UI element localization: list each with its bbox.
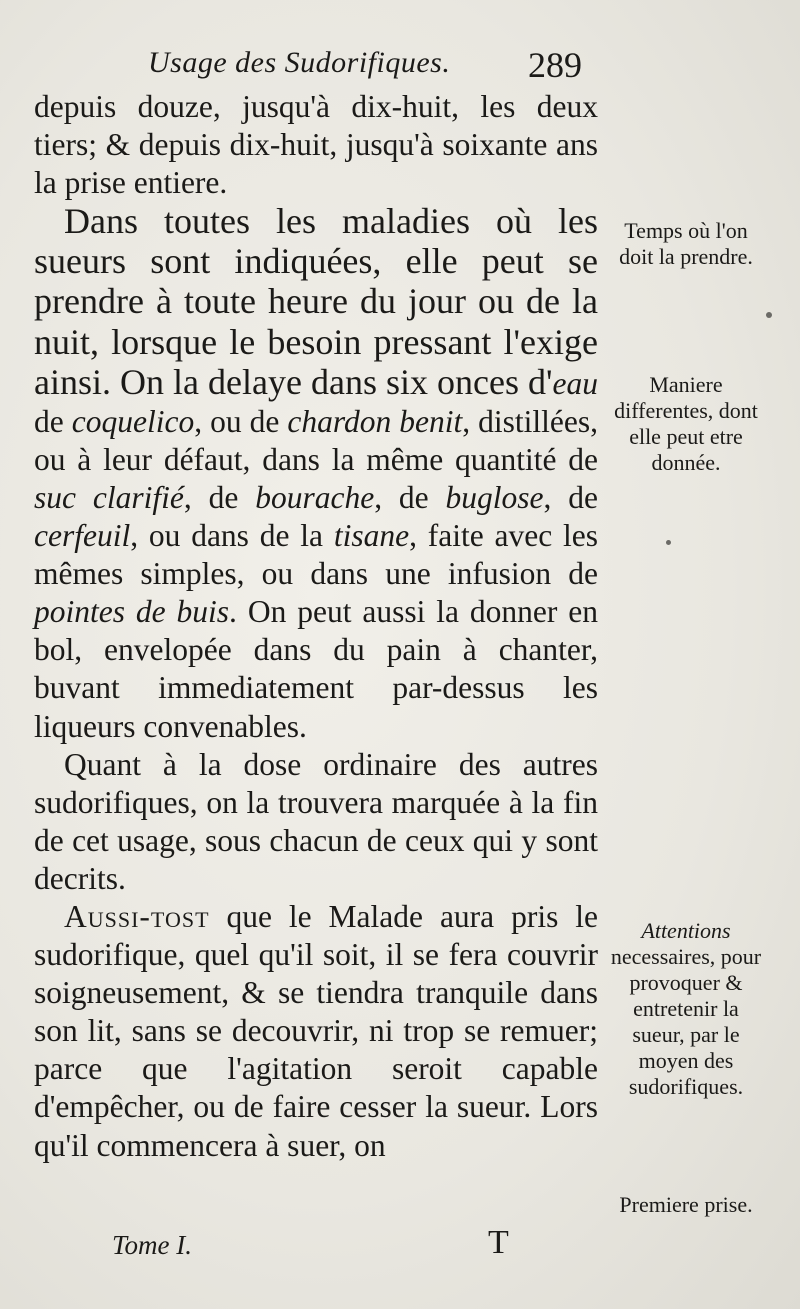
term-coquelico: coquelico <box>71 403 195 439</box>
paragraph-text: , de <box>183 479 256 515</box>
paragraph-text: , de <box>374 479 446 515</box>
paragraph-text: , distillées, ou à leur défaut, dans la même quantité de <box>34 403 599 477</box>
main-text <box>34 88 598 1165</box>
paragraph-text: Dans toutes les maladies où les sueurs sont indiquées, elle peut se prendre à toute heure du jour ou de la nuit, lorsque le besoin pressant l'exige ainsi. On la delaye dans six onces d' <box>34 201 598 402</box>
term-chardon-benit: chardon benit <box>287 403 463 439</box>
paragraph-dose: Quant à la dose ordinaire des autres sudorifiques, on la trouvera marquée à la fin de cet usage, sous chacun de ceux qui y sont decrits. <box>34 746 598 896</box>
paragraph-text: , ou dans de la <box>130 518 334 554</box>
paragraph-precautions <box>34 898 598 1165</box>
page-header <box>0 44 600 92</box>
signature-mark: T <box>488 1224 509 1261</box>
margin-note-first-dose: Premiere prise. <box>619 1192 753 1217</box>
paragraph-text: , faite avec les mêmes simples, ou dans une infusion de <box>34 518 598 592</box>
ink-speck <box>766 312 772 318</box>
paragraph-continuation: depuis douze, jusqu'à dix-huit, les deux tiers; & depuis dix-huit, jusqu'à soixante ans la prise entiere. <box>34 89 598 201</box>
paragraph-text: , ou de <box>194 403 288 439</box>
running-title: Usage des Sudorifiques. <box>148 46 451 79</box>
page-footer <box>0 1224 600 1272</box>
paragraph-text: que le Malade aura pris le sudorifique, quel qu'il soit, il se fera couvrir soigneusement, & se tiendra tranquile dans son lit, sans se decouvrir, ni trop se remuer; parce que l'agitation seroit capable d'empêcher, ou de faire cesser la sueur. Lors qu'il commencera à suer, on <box>34 898 598 1163</box>
term-bourache: bourache <box>255 479 375 515</box>
small-caps-lead: Aussi-tost <box>64 898 210 934</box>
margin-note-head: Attentions <box>641 918 731 943</box>
term-buglose: buglose <box>445 479 544 515</box>
paragraph-text: . On peut aussi la donner en bol, envelopée dans du pain à chanter, buvant immediatement par-dessus les liqueurs convenables. <box>34 594 598 744</box>
paragraph-text: de <box>34 403 72 439</box>
margin-note-timing: Temps où l'on doit la prendre. <box>619 218 753 269</box>
volume-label: Tome I. <box>112 1230 193 1260</box>
page-number: 289 <box>528 45 582 85</box>
term-eau: eau <box>552 365 598 401</box>
margin-note-attentions <box>606 918 766 1100</box>
term-suc-clarifie: suc clarifié <box>34 479 184 515</box>
margin-note-body: necessaires, pour provoquer & entretenir la sueur, par le moyen des sudorifiques. <box>610 944 762 1099</box>
ink-speck <box>666 540 671 545</box>
paragraph-text: , de <box>543 479 599 515</box>
term-tisane: tisane <box>333 518 410 554</box>
term-cerfeuil: cerfeuil <box>34 518 131 554</box>
paragraph-usage <box>34 202 598 745</box>
margin-note-methods: Maniere differentes, dont elle peut etre donnée. <box>614 372 758 475</box>
term-pointes-de-buis: pointes de buis <box>34 594 230 630</box>
